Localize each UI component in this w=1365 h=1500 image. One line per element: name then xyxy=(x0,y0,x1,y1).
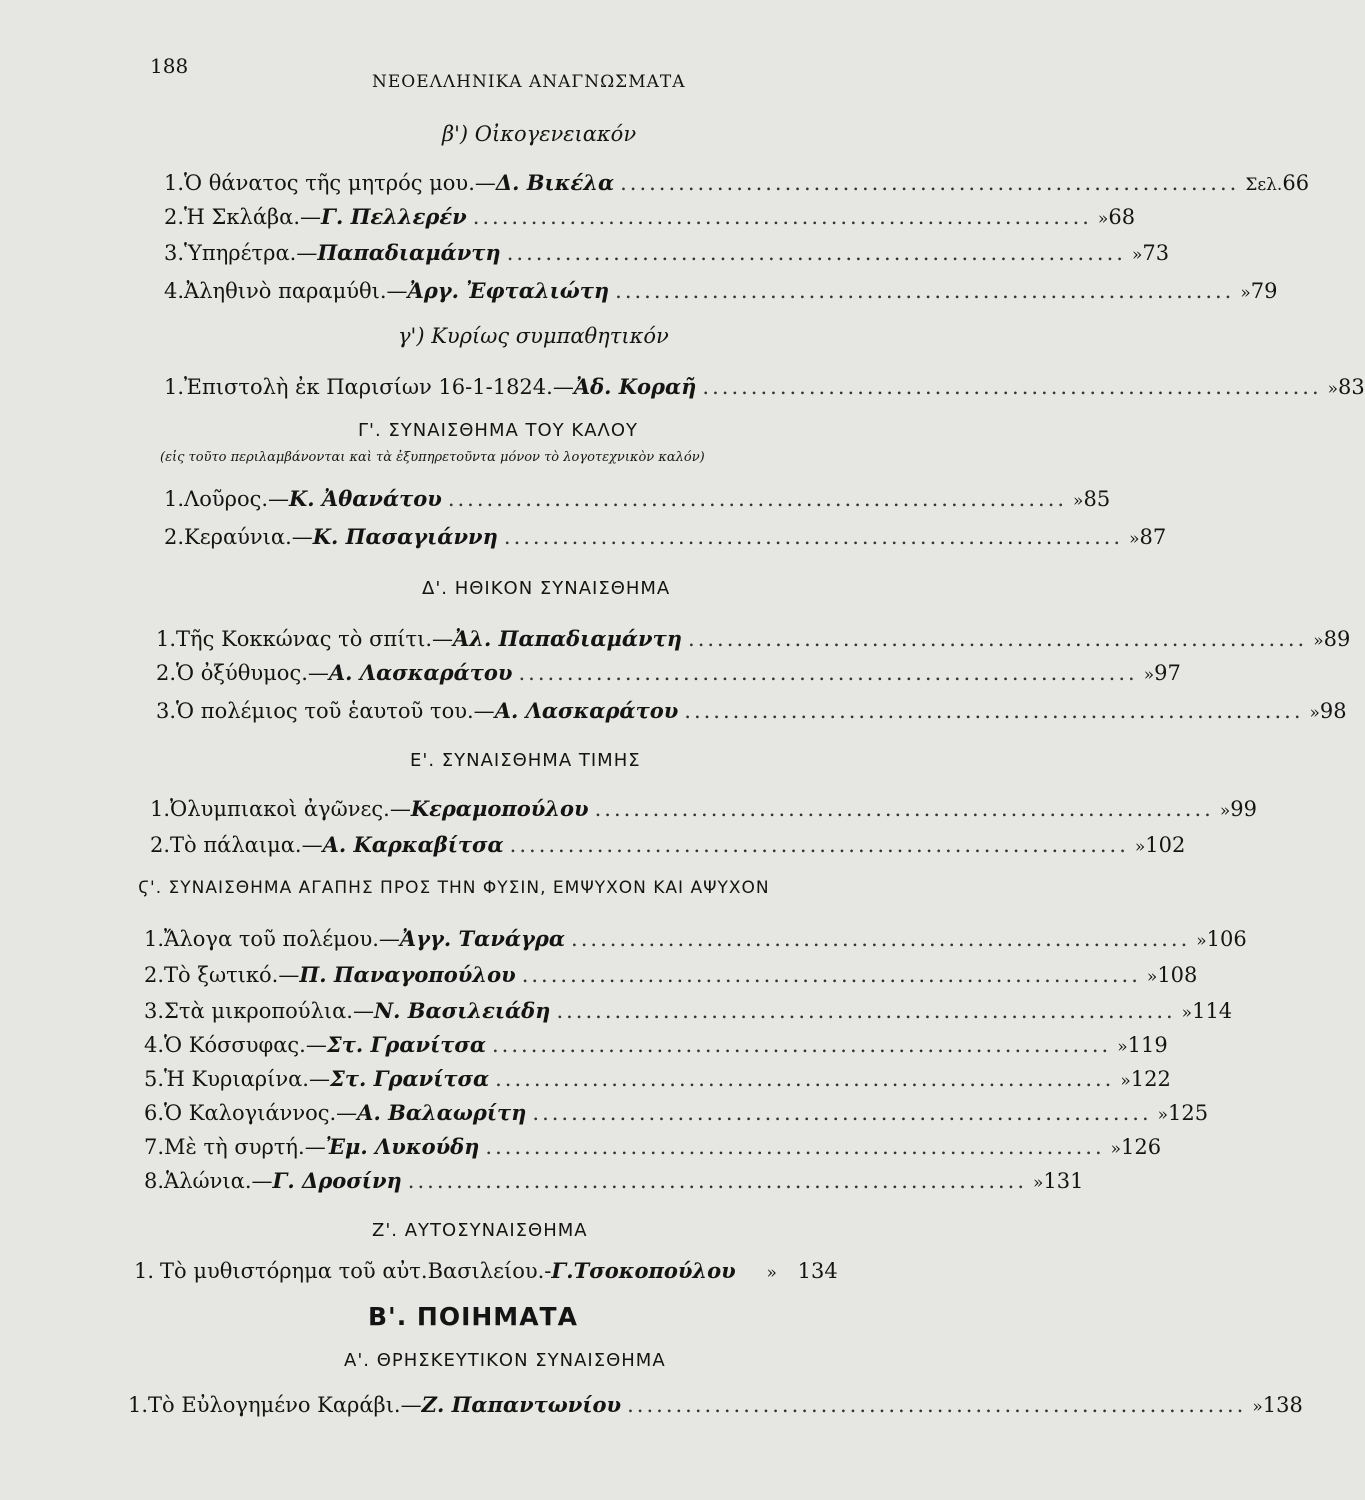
entry-title: Τὸ πάλαιμα.— xyxy=(170,833,323,857)
entry-number: 3. xyxy=(156,699,177,723)
part-b-section-heading: Α'. ΘΡΗΣΚΕΥΤΙΚΟΝ ΣΥΝΑΙΣΘΗΜΑ xyxy=(344,1350,666,1371)
entry-title: Ἡ Κυριαρίνα.— xyxy=(164,1067,330,1091)
dot-leader: ................................................................ xyxy=(506,241,1126,265)
page-sign: » xyxy=(1110,1139,1122,1159)
entry-title: Ὁ Καλογιάννος.— xyxy=(164,1101,358,1125)
entry-author: Ἀδ. Κοραῆ xyxy=(573,374,697,399)
dot-leader: ................................................................ xyxy=(495,1067,1115,1091)
dot-leader: ................................................................ xyxy=(503,525,1124,549)
dot-leader: ................................................................ xyxy=(407,1169,1028,1193)
entry-number: 1. xyxy=(164,171,185,195)
page-sign: » xyxy=(1181,1003,1193,1023)
entry-author: Κ. Πασαγιάννη xyxy=(312,524,498,549)
entry-page: 125 xyxy=(1168,1101,1209,1125)
dot-leader: ................................................................ xyxy=(620,171,1240,195)
dot-leader: ................................................................ xyxy=(485,1135,1105,1159)
toc-entry[interactable] xyxy=(164,278,1278,303)
entry-page: 97 xyxy=(1154,661,1181,685)
entry-number: 1. xyxy=(134,1259,155,1283)
entry-number: 1. xyxy=(128,1393,149,1417)
entry-page: 66 xyxy=(1282,171,1310,195)
entry-page: 68 xyxy=(1108,205,1136,229)
page-sign: » xyxy=(1252,1397,1263,1417)
page-number: 188 xyxy=(150,54,189,78)
entry-title: Τὸ μυθιστόρημα τοῦ αὐτ.Βασιλείου.- xyxy=(160,1259,552,1283)
page-sign: » xyxy=(1033,1173,1044,1193)
entry-number: 2. xyxy=(164,205,185,229)
page-sign: » xyxy=(1157,1105,1169,1125)
entry-author: Ἀργ. Ἐφταλιώτη xyxy=(407,278,610,303)
entry-title: Τῆς Κοκκώνας τὸ σπίτι.— xyxy=(176,627,453,651)
entry-page: 138 xyxy=(1262,1393,1303,1417)
entry-author: Ἐμ. Λυκούδη xyxy=(325,1134,480,1159)
entry-title: Ἡ Σκλάβα.— xyxy=(184,205,322,229)
entry-number: 8. xyxy=(144,1169,165,1193)
entry-author: Παπαδιαμάντη xyxy=(317,240,501,265)
section-gamma-heading: Γ'. ΣΥΝΑΙΣΘΗΜΑ ΤΟΥ ΚΑΛΟΥ xyxy=(358,420,638,441)
dot-leader: ................................................................ xyxy=(702,375,1322,399)
entry-title: Ὁ πολέμιος τοῦ ἑαυτοῦ του.— xyxy=(176,699,495,723)
toc-entry[interactable] xyxy=(150,832,1186,857)
entry-author: Κεραμοπούλου xyxy=(410,796,589,821)
page-sign: » xyxy=(1143,665,1155,685)
entry-page: 122 xyxy=(1130,1067,1171,1091)
page-sign: » xyxy=(1313,631,1324,651)
entry-author: Γ. Δροσίνη xyxy=(272,1168,402,1193)
entry-number: 2. xyxy=(164,525,185,549)
dot-leader: ................................................................ xyxy=(472,205,1092,229)
toc-entry[interactable] xyxy=(150,796,1257,821)
entry-number: 2. xyxy=(156,661,177,685)
entry-number: 3. xyxy=(144,999,165,1023)
section-stigma-heading: Ϛ'. ΣΥΝΑΙΣΘΗΜΑ ΑΓΑΠΗΣ ΠΡΟΣ ΤΗΝ ΦΥΣΙΝ, ΕΜΨΥΧΟΝ ΚΑΙ ΑΨΥΧΟΝ xyxy=(138,878,770,898)
dot-leader: ................................................................ xyxy=(492,1033,1112,1057)
toc-entry[interactable] xyxy=(164,240,1170,265)
dot-leader: ................................................................ xyxy=(615,279,1235,303)
entry-title: Στὰ μικροπούλια.— xyxy=(164,999,374,1023)
entry-number: 4. xyxy=(144,1033,165,1057)
entry-title: Ὁ ὀξύθυμος.— xyxy=(176,661,329,685)
entry-title: Τὸ Εὐλογημένο Καράβι.— xyxy=(148,1393,422,1417)
entry-author: Δ. Βικέλα xyxy=(495,170,615,195)
dot-leader: ................................................................ xyxy=(571,927,1191,951)
entry-page: 108 xyxy=(1157,963,1198,987)
toc-entry[interactable] xyxy=(144,1168,1084,1193)
running-title: ΝΕΟΕΛΛΗΝΙΚΑ ΑΝΑΓΝΩΣΜΑΤΑ xyxy=(372,72,686,92)
entry-page: 119 xyxy=(1127,1033,1168,1057)
toc-entry[interactable] xyxy=(156,698,1347,723)
entry-page: 114 xyxy=(1192,999,1233,1023)
entry-author: Α. Βαλαωρίτη xyxy=(357,1100,527,1125)
entry-number: 1. xyxy=(164,487,185,511)
page-sign: » xyxy=(1117,1037,1128,1057)
dot-leader: ................................................................ xyxy=(532,1101,1152,1125)
toc-entry[interactable] xyxy=(156,660,1181,685)
entry-author: Ἀγγ. Τανάγρα xyxy=(399,926,566,951)
page-sign: » xyxy=(1146,967,1158,987)
entry-number: 7. xyxy=(144,1135,165,1159)
toc-entry[interactable] xyxy=(144,1066,1171,1091)
page-sign: » xyxy=(1134,837,1146,857)
dot-leader: ................................................................ xyxy=(684,699,1304,723)
entry-number: 1. xyxy=(150,797,171,821)
entry-title: Ἐπιστολὴ ἐκ Παρισίων 16-1-1824.— xyxy=(184,375,574,399)
entry-author: Ἀλ. Παπαδιαμάντη xyxy=(453,626,683,651)
entry-author: Α. Λασκαράτου xyxy=(494,698,679,723)
entry-title: Μὲ τὴ συρτή.— xyxy=(164,1135,326,1159)
page-sign: » xyxy=(1309,703,1320,723)
dot-leader: ................................................................ xyxy=(688,627,1308,651)
part-b-heading: Β'. ΠΟΙΗΜΑΤΑ xyxy=(368,1302,578,1331)
dot-leader: ................................................................ xyxy=(509,833,1129,857)
entry-number: 1. xyxy=(144,927,165,951)
entry-author: Κ. Ἀθανάτου xyxy=(289,486,442,511)
entry-title: Ὑπηρέτρα.— xyxy=(184,241,318,265)
entry-title: Ὀλυμπιακοὶ ἀγῶνες.— xyxy=(170,797,411,821)
toc-entry[interactable] xyxy=(144,1134,1162,1159)
toc-entry[interactable] xyxy=(164,170,1310,195)
entry-title: Λοῦρος.— xyxy=(184,487,290,511)
entry-author: Α. Λασκαράτου xyxy=(328,660,513,685)
entry-page: 87 xyxy=(1139,525,1167,549)
page-sign: » xyxy=(1131,245,1143,265)
entry-page: 98 xyxy=(1319,699,1347,723)
entry-title: Τὸ ξωτικό.— xyxy=(164,963,300,987)
entry-page: 79 xyxy=(1250,279,1278,303)
section-beta-heading: β') Οἰκογενειακόν xyxy=(442,122,637,146)
dot-leader: ................................................................ xyxy=(594,797,1214,821)
entry-author: Στ. Γρανίτσα xyxy=(329,1066,490,1091)
page-sign: Σελ. xyxy=(1245,175,1283,195)
entry-number: 5. xyxy=(144,1067,165,1091)
toc-entry[interactable] xyxy=(134,1258,904,1283)
entry-page: 102 xyxy=(1145,833,1186,857)
dot-leader: ................................................................ xyxy=(447,487,1068,511)
toc-entry[interactable] xyxy=(144,998,1233,1023)
entry-page: 99 xyxy=(1230,797,1257,821)
entry-page: 106 xyxy=(1206,927,1247,951)
entry-title: Ὁ Κόσσυφας.— xyxy=(164,1033,327,1057)
toc-entry[interactable] xyxy=(144,1032,1168,1057)
toc-entry[interactable] xyxy=(164,374,1365,399)
dot-leader: ................................................................ xyxy=(627,1393,1247,1417)
entry-title: Ἄλογα τοῦ πολέμου.— xyxy=(164,927,400,951)
toc-entry[interactable] xyxy=(156,626,1351,651)
entry-author: Γ. Πελλερέν xyxy=(321,204,467,229)
entry-number: 3. xyxy=(164,241,185,265)
entry-number: 2. xyxy=(144,963,165,987)
page-sign: » xyxy=(1073,491,1084,511)
toc-entry[interactable] xyxy=(144,1100,1209,1125)
page-sign: » xyxy=(766,1263,777,1283)
entry-author: Στ. Γρανίτσα xyxy=(326,1032,486,1057)
entry-title: Κεραύνια.— xyxy=(184,525,313,549)
page-sign: » xyxy=(1120,1071,1131,1091)
entry-page: 131 xyxy=(1043,1169,1084,1193)
entry-page: 83 xyxy=(1338,375,1365,399)
entry-page: 126 xyxy=(1121,1135,1162,1159)
page-sign: » xyxy=(1129,529,1140,549)
entry-number: 2. xyxy=(150,833,171,857)
entry-title: Ἀληθινὸ παραμύθι.— xyxy=(184,279,408,303)
entry-page: 73 xyxy=(1142,241,1170,265)
entry-author: Γ.Τσοκοπούλου xyxy=(551,1258,736,1283)
entry-title: Ὁ θάνατος τῆς μητρός μου.— xyxy=(184,171,496,195)
entry-page: 85 xyxy=(1083,487,1111,511)
page-sign: » xyxy=(1240,283,1251,303)
entry-author: Ν. Βασιλειάδη xyxy=(373,998,551,1023)
entry-author: Π. Παναγοπούλου xyxy=(299,962,516,987)
section-epsilon-heading: Ε'. ΣΥΝΑΙΣΘΗΜΑ ΤΙΜΗΣ xyxy=(410,750,641,771)
entry-author: Α. Καρκαβίτσα xyxy=(322,832,504,857)
entry-title: Ἁλώνια.— xyxy=(164,1169,273,1193)
toc-entry[interactable] xyxy=(128,1392,1303,1417)
section-gamma-note: (εἰς τοῦτο περιλαμβάνονται καὶ τὰ ἐξυπηρετοῦντα μόνον τὸ λογοτεχνικὸν καλόν) xyxy=(160,450,705,465)
page-sign: » xyxy=(1219,801,1231,821)
entry-page: 89 xyxy=(1323,627,1351,651)
dot-leader: ................................................................ xyxy=(521,963,1141,987)
toc-entry[interactable] xyxy=(144,962,1198,987)
section-delta-heading: Δ'. ΗΘΙΚΟΝ ΣΥΝΑΙΣΘΗΜΑ xyxy=(422,578,671,599)
section-zeta-heading: Ζ'. ΑΥΤΟΣΥΝΑΙΣΘΗΜΑ xyxy=(372,1220,588,1241)
dot-leader: ................................................................ xyxy=(556,999,1176,1023)
entry-number: 1. xyxy=(156,627,177,651)
page-sign: » xyxy=(1327,379,1339,399)
entry-number: 6. xyxy=(144,1101,165,1125)
dot-leader: ................................................................ xyxy=(518,661,1138,685)
toc-entry[interactable] xyxy=(144,926,1247,951)
page-sign: » xyxy=(1097,209,1109,229)
entry-author: Ζ. Παπαντωνίου xyxy=(421,1392,622,1417)
entry-number: 1. xyxy=(164,375,185,399)
page-sign: » xyxy=(1196,931,1207,951)
toc-entry[interactable] xyxy=(164,486,1111,511)
toc-entry[interactable] xyxy=(164,204,1136,229)
entry-number: 4. xyxy=(164,279,185,303)
toc-entry[interactable] xyxy=(164,524,1167,549)
section-gamma-small-heading: γ') Κυρίως συμπαθητικόν xyxy=(398,324,669,348)
entry-page: 134 xyxy=(797,1259,838,1283)
